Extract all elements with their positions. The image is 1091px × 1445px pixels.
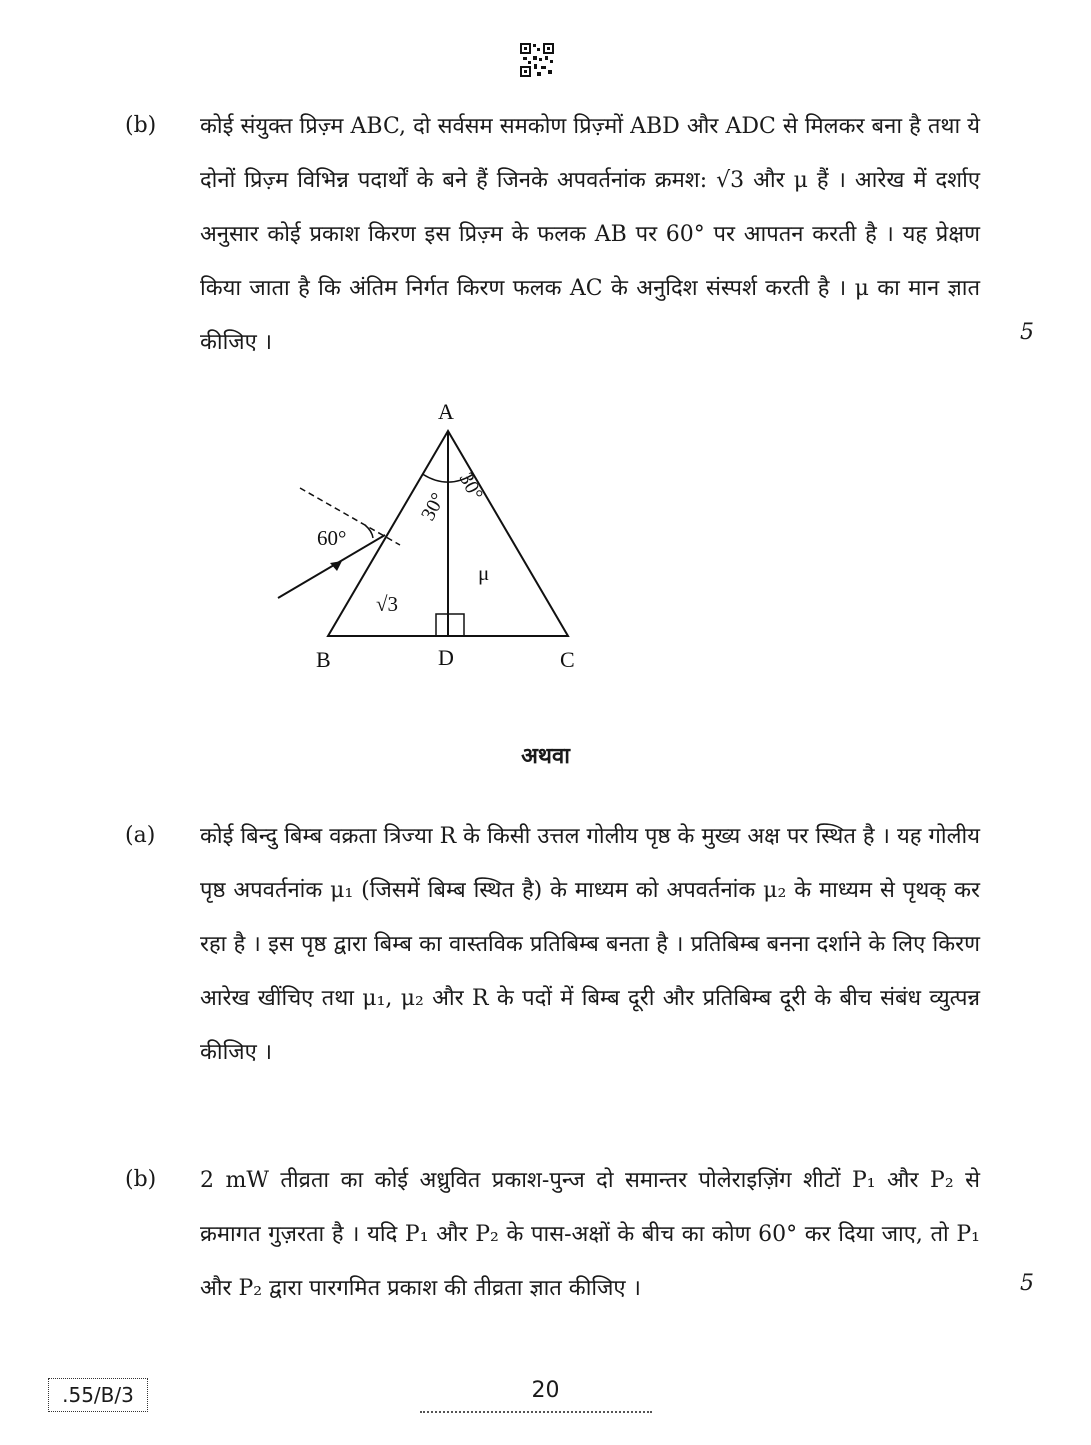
normal-line	[300, 488, 400, 545]
question-label-a: (a)	[125, 823, 156, 848]
incidence-angle-label: 60°	[317, 526, 347, 550]
footer-rule	[420, 1411, 652, 1413]
vertex-c-label: C	[560, 647, 575, 672]
or-separator: अथवा	[521, 743, 570, 769]
refractive-index-sqrt3-label: √3	[376, 592, 399, 616]
vertex-a-label: A	[438, 399, 454, 424]
question-text-b1: कोई संयुक्त प्रिज़्म ABC, दो सर्वसम समकोण प्रिज़्मों ABD और ADC से मिलकर बना है तथा ये दोनों प्रिज़्म विभिन्न पदार्थों के बने हैं जिनके अपवर्तनांक क्रमश: √3 और μ हैं । आरेख में दर्शाए अनुसार कोई प्रकाश किरण इस प्रिज़्म के फलक AB पर 60° पर आपतन करती है । यह प्रेक्षण किया जाता है कि अंतिम निर्गत किरण फलक AC के अनुदिश संस्पर्श करती है । μ का मान ज्ञात कीजिए ।	[200, 114, 980, 355]
refractive-index-mu-label: μ	[478, 561, 490, 585]
incidence-angle-arc	[365, 525, 373, 538]
marks-b1: 5	[1020, 320, 1034, 345]
right-angle-mark	[436, 614, 448, 636]
angle-30-right-label: 30°	[454, 469, 488, 505]
prism-diagram	[270, 395, 600, 685]
vertex-b-label: B	[316, 647, 331, 672]
page-number: 20	[531, 1378, 560, 1403]
angle-30-left-label: 30°	[416, 489, 450, 525]
question-text-a: कोई बिन्दु बिम्ब वक्रता त्रिज्या R के किसी उत्तल गोलीय पृष्ठ के मुख्य अक्ष पर स्थित है । यह गोलीय पृष्ठ अपवर्तनांक μ₁ (जिसमें बिम्ब स्थित है) के माध्यम को अपवर्तनांक μ₂ के माध्यम से पृथक् कर रहा है । इस पृष्ठ द्वारा बिम्ब का वास्तविक प्रतिबिम्ब बनता है । प्रतिबिम्ब बनना दर्शाने के लिए किरण आरेख खींचिए तथा μ₁, μ₂ और R के पदों में बिम्ब दूरी और प्रतिबिम्ब दूरी के बीच संबंध व्युत्पन्न कीजिए ।	[200, 824, 980, 1065]
qr-code	[519, 42, 555, 78]
marks-b2: 5	[1020, 1271, 1034, 1296]
question-label-b1: (b)	[125, 113, 157, 138]
paper-code: .55/B/3	[48, 1378, 148, 1412]
question-label-b2: (b)	[125, 1167, 157, 1192]
vertex-d-label: D	[438, 645, 454, 670]
question-text-b2: 2 mW तीव्रता का कोई अध्रुवित प्रकाश-पुन्ज दो समान्तर पोलेराइज़िंग शीटों P₁ और P₂ से क्रमागत गुज़रता है । यदि P₁ और P₂ के पास-अक्षों के बीच का कोण 60° कर दिया जाए, तो P₁ और P₂ द्वारा पारगमित प्रकाश की तीव्रता ज्ञात कीजिए ।	[200, 1168, 980, 1301]
